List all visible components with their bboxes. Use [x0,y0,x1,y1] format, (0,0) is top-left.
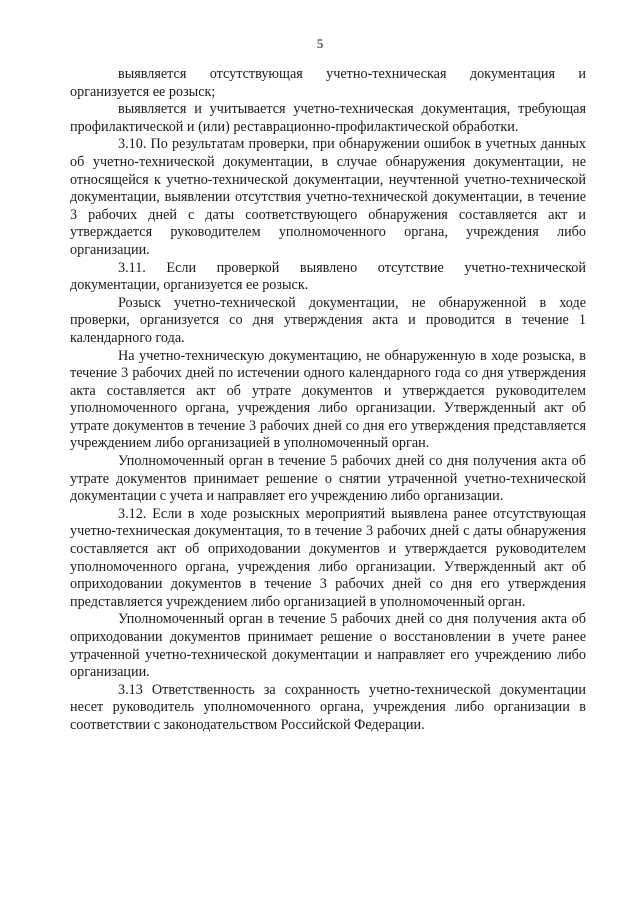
clause-3-11: 3.11. Если проверкой выявлено отсутствие учетно-технической документации, организуется ее розыск. [70,259,586,294]
paragraph-restoration-decision: Уполномоченный орган в течение 5 рабочих дней со дня получения акта об оприходовании документов принимает решение о восстановлении в учете ранее утраченной учетно-технической документации и направляет его учреждению либо организации. [70,611,586,681]
clause-3-12: 3.12. Если в ходе розыскных мероприятий выявлена ранее отсутствующая учетно-техническая документация, то в течение 3 рабочих дней с даты обнаружения составляется акт об оприходовании документов и утверждается руководителем уполномоченного органа, учреждения либо организации. Утвержденный акт об оприходовании документов в течение 3 рабочих дней со дня его утверждения представляется учреждением либо организацией в уполномоченный орган. [70,505,586,610]
paragraph-documentation-needing-treatment: выявляется и учитывается учетно-техническая документация, требующая профилактической и (или) реставрационно-профилактической обработки. [70,101,586,135]
document-body [70,66,586,735]
clause-3-13: 3.13 Ответственность за сохранность учетно-технической документации несет руководитель уполномоченного органа, учреждения либо организации в соответствии с законодательством Российской Федерации. [70,681,586,733]
paragraph-loss-act: На учетно-техническую документацию, не обнаруженную в ходе розыска, в течение 3 рабочих дней по истечении одного календарного года со дня утверждения акта составляется акт об утрате документов и утверждается руководителем уполномоченного органа, учреждения либо организации. Утвержденный акт об утрате документов в течение 3 рабочих дней со дня его утверждения представляется учреждением либо организацией в уполномоченный орган. [70,347,586,452]
paragraph-search-procedure: Розыск учетно-технической документации, не обнаруженной в ходе проверки, организуется со дня утверждения акта и проводится в течение 1 календарного года. [70,294,586,346]
paragraph-deregistration-decision: Уполномоченный орган в течение 5 рабочих дней со дня получения акта об утрате документов принимает решение о снятии утраченной учетно-технической документации с учета и направляет его учреждению либо организации. [70,453,586,505]
paragraph-missing-documentation: выявляется отсутствующая учетно-техническая документация и организуется ее розыск; [70,66,586,100]
page-number: 5 [316,36,324,51]
clause-3-10: 3.10. По результатам проверки, при обнаружении ошибок в учетных данных об учетно-технической документации, в случае обнаружения документации, не относящейся к учетно-технической документации, неучтенной учетно-технической документации, выявлении отсутствия учетно-технической документации, в течение 3 рабочих дней с даты соответствующего обнаружения составляется акт и утверждается руководителем уполномоченного органа, учреждения либо организации. [70,136,586,258]
